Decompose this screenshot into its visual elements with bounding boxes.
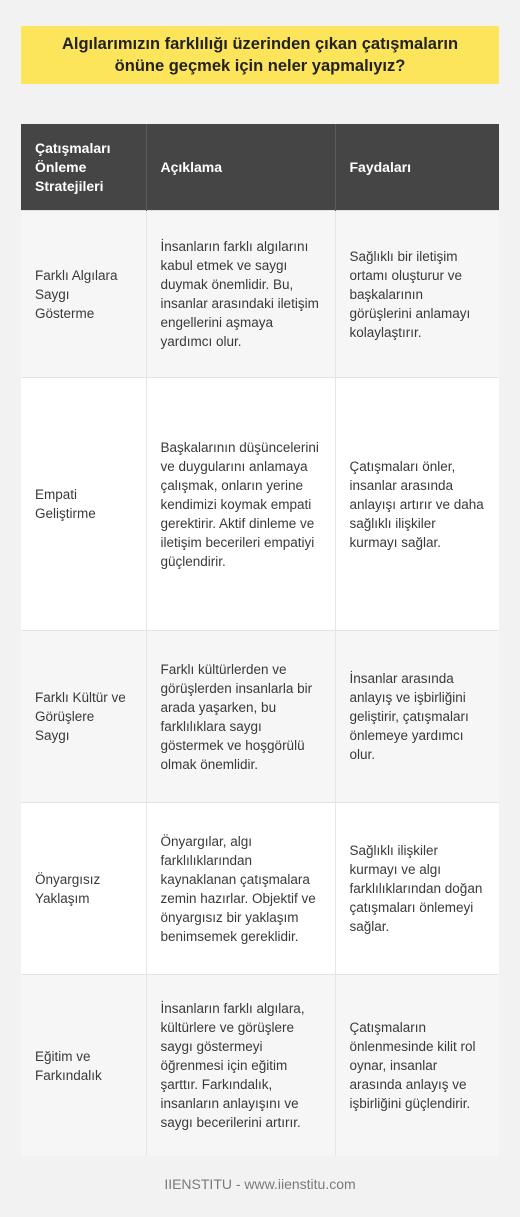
description-cell: Önyargılar, algı farklılıklarından kaynaklanan çatışmalara zemin hazırlar. Objektif ve önyargısız bir yaklaşım benimsemek gereklidir. (146, 803, 335, 975)
description-cell: Başkalarının düşüncelerini ve duygularını anlamaya çalışmak, onların yerine kendimizi koymak empati gerektirir. Aktif dinleme ve iletişim becerileri empatiyi güçlendirir. (146, 378, 335, 631)
benefits-cell: İnsanlar arasında anlayış ve işbirliğini geliştirir, çatışmaları önlemeye yardımcı olur. (335, 631, 499, 803)
footer-credit: IIENSTITU - www.iienstitu.com (164, 1176, 356, 1192)
strategies-table-container (21, 124, 499, 1156)
benefits-cell: Çatışmaları önler, insanlar arasında anlayışı artırır ve daha sağlıklı ilişkiler kurmayı sağlar. (335, 378, 499, 631)
header-description: Açıklama (146, 124, 335, 211)
benefits-cell: Çatışmaların önlenmesinde kilit rol oynar, insanlar arasında anlayış ve işbirliğini güçlendirir. (335, 975, 499, 1157)
strategy-cell: Farklı Algılara Saygı Gösterme (21, 211, 146, 378)
table-row (21, 803, 499, 975)
strategies-table (21, 124, 499, 1156)
description-cell: İnsanların farklı algılara, kültürlere ve görüşlere saygı göstermeyi öğrenmesi için eğitim şarttır. Farkındalık, insanların anlayışını ve saygı becerilerini artırır. (146, 975, 335, 1157)
table-row (21, 378, 499, 631)
strategy-cell: Önyargısız Yaklaşım (21, 803, 146, 975)
table-row (21, 211, 499, 378)
strategy-cell: Eğitim ve Farkındalık (21, 975, 146, 1157)
benefits-cell: Sağlıklı bir iletişim ortamı oluşturur ve başkalarının görüşlerini anlamayı kolaylaştırır. (335, 211, 499, 378)
page-title: Algılarımızın farklılığı üzerinden çıkan çatışmaların önüne geçmek için neler yapmalıyız? (61, 35, 459, 75)
title-banner (21, 26, 499, 84)
table-header-row (21, 124, 499, 211)
description-cell: İnsanların farklı algılarını kabul etmek ve saygı duymak önemlidir. Bu, insanlar arasındaki iletişim engellerini aşmaya yardımcı olur. (146, 211, 335, 378)
table-row (21, 975, 499, 1157)
strategy-cell: Empati Geliştirme (21, 378, 146, 631)
description-cell: Farklı kültürlerden ve görüşlerden insanlarla bir arada yaşarken, bu farklılıklara saygı göstermek ve hoşgörülü olmak önemlidir. (146, 631, 335, 803)
benefits-cell: Sağlıklı ilişkiler kurmayı ve algı farklılıklarından doğan çatışmaları önlemeyi sağlar. (335, 803, 499, 975)
header-benefits: Faydaları (335, 124, 499, 211)
header-strategies: Çatışmaları Önleme Stratejileri (21, 124, 146, 211)
table-row (21, 631, 499, 803)
strategy-cell: Farklı Kültür ve Görüşlere Saygı (21, 631, 146, 803)
